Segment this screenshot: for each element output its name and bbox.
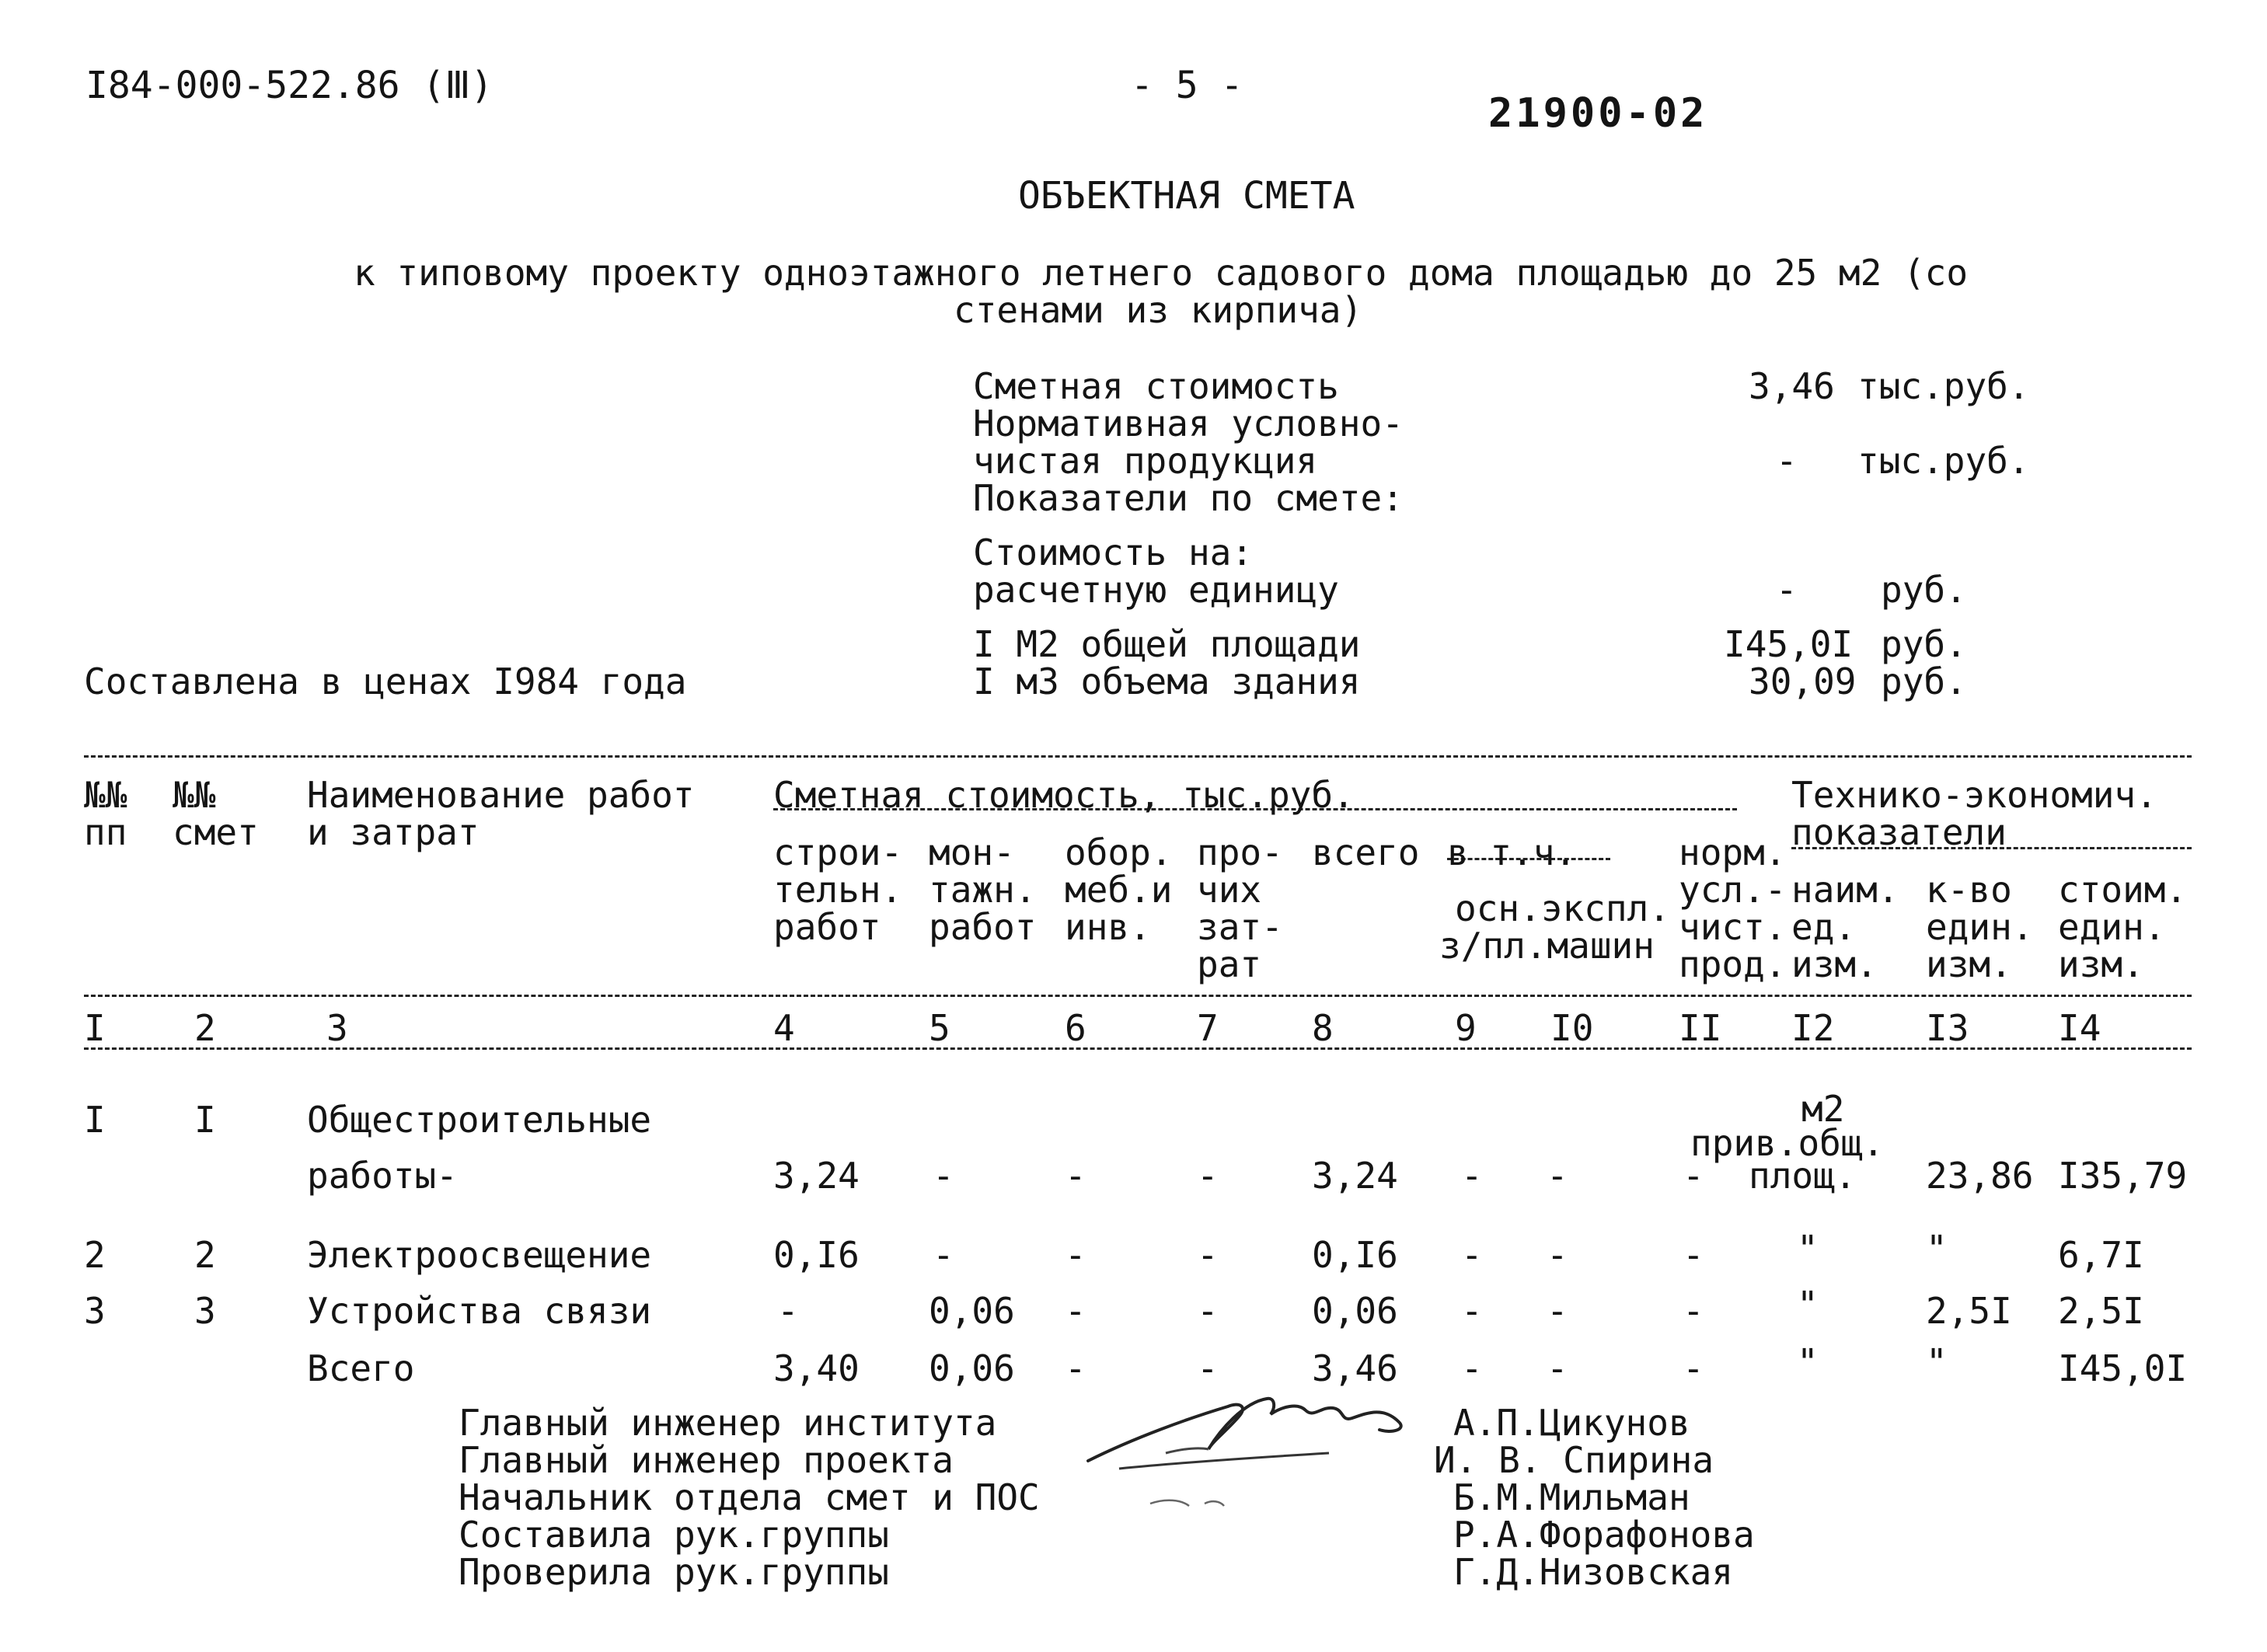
header-name-b: и затрат (307, 811, 480, 853)
header-c9-10-1: осн.экспл. (1455, 887, 1670, 929)
col-num: 7 (1197, 1007, 1219, 1049)
cell-c10: - (1547, 1234, 1568, 1276)
cell-c5: 0,06 (929, 1290, 1015, 1332)
signer-name: Б.М.Мильман (1453, 1476, 1690, 1518)
subtitle-line-2: стенами из кирпича) (954, 289, 1363, 331)
col-num: 8 (1312, 1007, 1334, 1049)
cell-c5: - (933, 1234, 954, 1276)
cell-c9: - (1461, 1290, 1483, 1332)
cell-c6: - (1065, 1155, 1086, 1197)
col-num: I4 (2058, 1007, 2101, 1049)
header-c11-1: норм. (1679, 831, 1787, 873)
cell-c14: 2,5I (2058, 1290, 2144, 1332)
col-num: 3 (326, 1007, 348, 1049)
cell-c14: I35,79 (2058, 1155, 2188, 1197)
cell-c12-ditto: " (1797, 1228, 1819, 1270)
signer-role: Главный инженер института (459, 1402, 997, 1444)
header-smet-b: смет (173, 811, 259, 853)
cell-name: Всего (307, 1347, 415, 1389)
cell-c12-ditto: " (1797, 1284, 1819, 1326)
document-code: I84-000-522.86 (Ⅲ) (85, 64, 494, 107)
cell-c5: - (933, 1155, 954, 1197)
cell-c13-ditto: " (1926, 1228, 1948, 1270)
header-c14-2: един. (2058, 906, 2166, 948)
calc-unit-value: - (1776, 569, 1798, 611)
signer-name: А.П.Цикунов (1453, 1402, 1690, 1444)
m3-label: I м3 объема здания (973, 660, 1361, 702)
cell-c13-ditto: " (1926, 1341, 1948, 1383)
cell-c8: 3,24 (1312, 1155, 1398, 1197)
cost-unit: тыс.руб. (1857, 365, 2030, 407)
cell-c6: - (1065, 1290, 1086, 1332)
cell-c14: 6,7I (2058, 1234, 2144, 1276)
header-incl: в т.ч. (1447, 831, 1577, 873)
header-c4-2: тельн. (773, 869, 903, 911)
signer-role: Составила рук.группы (459, 1514, 889, 1556)
col-num: I2 (1791, 1007, 1835, 1049)
prices-note: Составлена в ценах I984 года (84, 660, 687, 702)
cell-c7: - (1197, 1155, 1219, 1197)
cell-c4: - (777, 1290, 799, 1332)
header-c4-1: строи- (773, 831, 903, 873)
cell-c8: 0,06 (1312, 1290, 1398, 1332)
header-c14-3: изм. (2058, 943, 2144, 985)
signer-name: И. В. Спирина (1434, 1439, 1714, 1481)
col-num: 9 (1455, 1007, 1477, 1049)
header-c5-3: работ (929, 906, 1037, 948)
cell-c9: - (1461, 1234, 1483, 1276)
col-num: I0 (1550, 1007, 1594, 1049)
cell-c6: - (1065, 1347, 1086, 1389)
header-c11-3: чист. (1679, 906, 1787, 948)
cell-c10: - (1547, 1155, 1568, 1197)
header-c12-2: ед. (1791, 906, 1857, 948)
header-smet-a: №№ (173, 774, 216, 816)
cell-c4: 0,I6 (773, 1234, 860, 1276)
calc-unit-label: расчетную единицу (973, 569, 1339, 611)
m3-unit: руб. (1881, 660, 1967, 702)
cell-c4: 3,40 (773, 1347, 860, 1389)
header-pp-a: №№ (84, 774, 127, 816)
calc-unit-unit: руб. (1881, 569, 1967, 611)
col-num: I3 (1926, 1007, 1969, 1049)
header-c9-10-2: з/пл.машин (1439, 925, 1655, 967)
cell-c10: - (1547, 1290, 1568, 1332)
cost-value: 3,46 (1749, 365, 1835, 407)
signer-name: Р.А.Форафонова (1453, 1514, 1755, 1556)
m3-value: 30,09 (1749, 660, 1857, 702)
page-number: - 5 - (1131, 64, 1243, 107)
cell-c12-ditto: " (1797, 1341, 1819, 1383)
header-c6-1: обор. (1065, 831, 1173, 873)
cell-c7: - (1197, 1290, 1219, 1332)
cell-c7: - (1197, 1234, 1219, 1276)
cell-c12-area: площ. (1749, 1155, 1857, 1197)
cell-c9: - (1461, 1155, 1483, 1197)
col-num: 2 (194, 1007, 216, 1049)
cell-smet: 2 (194, 1234, 216, 1276)
header-c6-3: инв. (1065, 906, 1151, 948)
cell-name: Устройства связи (307, 1290, 652, 1332)
col-num: II (1679, 1007, 1722, 1049)
cell-c8: 3,46 (1312, 1347, 1398, 1389)
subtitle-line-1: к типовому проекту одноэтажного летнего садового дома площадью до 25 м2 (со (354, 252, 1969, 294)
cell-c11: - (1683, 1234, 1704, 1276)
col-num: 6 (1065, 1007, 1086, 1049)
signer-role: Главный инженер проекта (459, 1439, 954, 1481)
header-c11-4: прод. (1679, 943, 1787, 985)
header-name-a: Наименование работ (307, 774, 695, 816)
indicators-label: Показатели по смете: (973, 477, 1404, 519)
cell-c11: - (1683, 1155, 1704, 1197)
handwritten-signature (1072, 1375, 1446, 1531)
header-c12-1: наим. (1791, 869, 1899, 911)
header-c13-2: един. (1926, 906, 2034, 948)
header-c7-4: рат (1197, 943, 1262, 985)
header-c13-1: к-во (1926, 869, 2012, 911)
m2-label: I М2 общей площади (973, 623, 1361, 665)
signer-role: Проверила рук.группы (459, 1551, 889, 1593)
header-c7-3: зат- (1197, 906, 1283, 948)
document-title: ОБЪЕКТНАЯ СМЕТА (1018, 174, 1355, 218)
header-tech-group: Технико-экономич. (1791, 774, 2157, 816)
header-bottom-rule (84, 995, 2192, 997)
header-c13-3: изм. (1926, 943, 2012, 985)
cell-pp: 2 (84, 1234, 106, 1276)
cell-c11: - (1683, 1290, 1704, 1332)
cell-pp: I (84, 1099, 106, 1141)
col-num: 4 (773, 1007, 795, 1049)
cell-c4: 3,24 (773, 1155, 860, 1197)
cell-c13: 23,86 (1926, 1155, 2034, 1197)
cell-c12-unit: м2 (1801, 1088, 1845, 1130)
signer-name: Г.Д.Низовская (1453, 1551, 1734, 1593)
header-c5-2: тажн. (929, 869, 1037, 911)
cell-c12-desc: прив.общ. (1690, 1122, 1885, 1164)
cost-label: Сметная стоимость (973, 365, 1339, 407)
cell-smet: I (194, 1099, 216, 1141)
signer-role: Начальник отдела смет и ПОС (459, 1476, 1040, 1518)
header-c8: всего (1312, 831, 1420, 873)
header-c12-3: изм. (1791, 943, 1878, 985)
header-c6-2: меб.и (1065, 869, 1173, 911)
header-c7-2: чих (1197, 869, 1262, 911)
header-c4-3: работ (773, 906, 881, 948)
header-cost-group: Сметная стоимость, тыс.руб. (773, 774, 1355, 816)
cell-smet: 3 (194, 1290, 216, 1332)
col-numbers-rule (84, 1047, 2192, 1050)
cell-c13: 2,5I (1926, 1290, 2012, 1332)
norm-label-2: чистая продукция (973, 440, 1318, 482)
cell-c5: 0,06 (929, 1347, 1015, 1389)
header-c14-1: стоим. (2058, 869, 2188, 911)
header-c5-1: мон- (929, 831, 1015, 873)
table-top-rule (84, 755, 2192, 758)
cell-c10: - (1547, 1347, 1568, 1389)
norm-label-1: Нормативная условно- (973, 403, 1404, 444)
cell-c14: I45,0I (2058, 1347, 2188, 1389)
cell-name: Общестроительные (307, 1099, 652, 1141)
header-c7-1: про- (1197, 831, 1283, 873)
cell-c9: - (1461, 1347, 1483, 1389)
cell-c8: 0,I6 (1312, 1234, 1398, 1276)
cell-c11: - (1683, 1347, 1704, 1389)
header-c11-2: усл.- (1679, 869, 1787, 911)
m2-value: I45,0I (1724, 623, 1854, 665)
header-tech-sub: показатели (1791, 811, 2007, 853)
norm-value: - (1776, 440, 1798, 482)
cell-name-2: работы- (307, 1155, 458, 1197)
stamp-number: 21900-02 (1488, 90, 1708, 137)
m2-unit: руб. (1881, 623, 1967, 665)
header-pp-b: пп (84, 811, 127, 853)
cost-per-label: Стоимость на: (973, 531, 1254, 573)
col-num: I (84, 1007, 106, 1049)
cell-c6: - (1065, 1234, 1086, 1276)
cell-name: Электроосвещение (307, 1234, 652, 1276)
cell-c7: - (1197, 1347, 1219, 1389)
cell-pp: 3 (84, 1290, 106, 1332)
col-num: 5 (929, 1007, 950, 1049)
norm-unit: тыс.руб. (1857, 440, 2030, 482)
